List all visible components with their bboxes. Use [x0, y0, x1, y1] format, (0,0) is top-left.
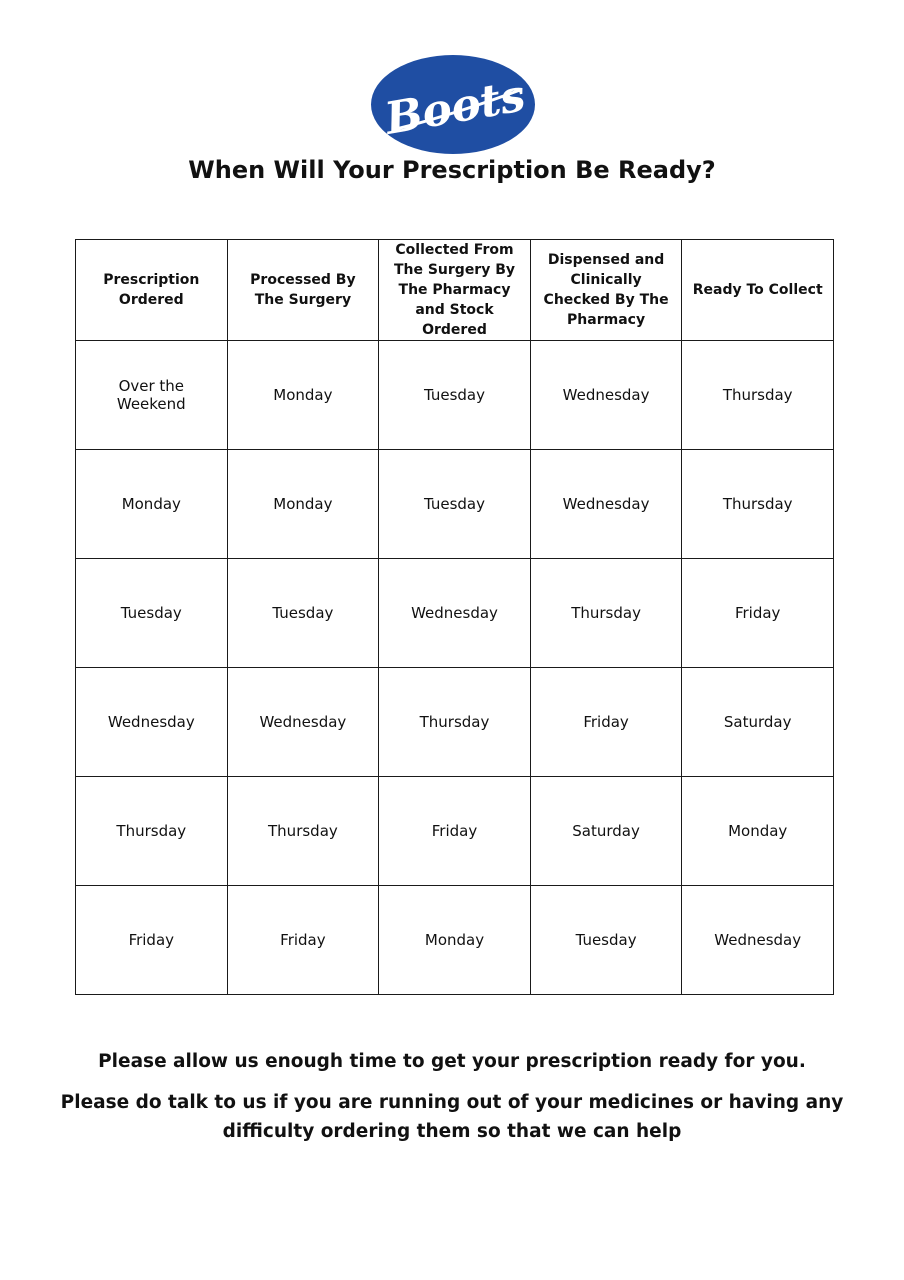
- table-cell: Friday: [76, 886, 228, 995]
- column-header: Ready To Collect: [682, 240, 834, 341]
- table-row: [76, 886, 834, 995]
- table-cell: Wednesday: [379, 559, 531, 668]
- table-cell: Tuesday: [76, 559, 228, 668]
- table-row: [76, 559, 834, 668]
- table-cell: Wednesday: [530, 341, 682, 450]
- table-cell: Tuesday: [379, 450, 531, 559]
- boots-logo: [370, 54, 536, 155]
- footer-notice: Please allow us enough time to get your prescription ready for you.: [98, 1051, 806, 1072]
- table-cell: Thursday: [682, 341, 834, 450]
- table-cell: Tuesday: [379, 341, 531, 450]
- table-header-row: [76, 240, 834, 341]
- table-cell: Monday: [76, 450, 228, 559]
- table-row: [76, 450, 834, 559]
- logo-wordmark: Boots: [381, 70, 530, 145]
- table-row: [76, 668, 834, 777]
- column-header: Collected From The Surgery By The Pharmacy and Stock Ordered: [379, 240, 531, 341]
- table-cell: Thursday: [227, 777, 379, 886]
- table-row: [76, 341, 834, 450]
- table-cell: Friday: [227, 886, 379, 995]
- table-cell: Wednesday: [682, 886, 834, 995]
- table-cell: Over the Weekend: [76, 341, 228, 450]
- table-cell: Friday: [530, 668, 682, 777]
- table-cell: Wednesday: [76, 668, 228, 777]
- table-cell: Saturday: [682, 668, 834, 777]
- table-cell: Monday: [379, 886, 531, 995]
- table-cell: Thursday: [76, 777, 228, 886]
- table-cell: Tuesday: [227, 559, 379, 668]
- column-header: Dispensed and Clinically Checked By The Pharmacy: [530, 240, 682, 341]
- table-cell: Saturday: [530, 777, 682, 886]
- table-cell: Thursday: [682, 450, 834, 559]
- table-cell: Tuesday: [530, 886, 682, 995]
- prescription-schedule-table: [75, 239, 834, 995]
- column-header: Processed By The Surgery: [227, 240, 379, 341]
- table-row: [76, 777, 834, 886]
- table-cell: Monday: [682, 777, 834, 886]
- table-cell: Monday: [227, 450, 379, 559]
- footer-help-message: Please do talk to us if you are running out of your medicines or having any difficulty ordering them so that we can help: [60, 1092, 844, 1142]
- table-cell: Friday: [379, 777, 531, 886]
- table-cell: Wednesday: [227, 668, 379, 777]
- page-title: When Will Your Prescription Be Ready?: [188, 156, 716, 184]
- table-cell: Friday: [682, 559, 834, 668]
- table-cell: Thursday: [530, 559, 682, 668]
- column-header: Prescription Ordered: [76, 240, 228, 341]
- table-cell: Thursday: [379, 668, 531, 777]
- table-cell: Monday: [227, 341, 379, 450]
- table-cell: Wednesday: [530, 450, 682, 559]
